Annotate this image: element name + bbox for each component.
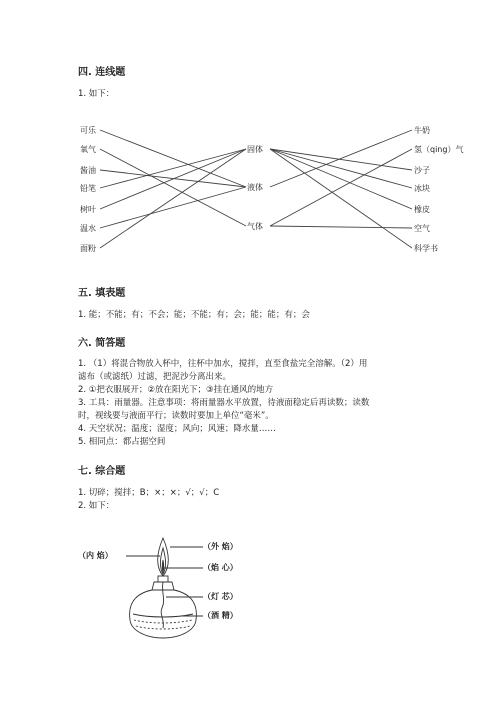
right-word: 氢（qing）气 [414,145,464,154]
match-line [270,149,412,209]
section-7-line-1: 1. 切碎；搅拌；B；×；×；√；√；C [78,488,220,498]
section-5-line: 1. 能；不能；有；不会；能；不能；有；会；能；能；有；会 [78,310,310,320]
answer-line: 1. （1）将混合物放入杯中，往杯中加水，搅拌，直至食盐完全溶解。（2）用 [78,359,368,369]
mid-word: 固体 [247,145,263,154]
section-6-title: 六. 简答题 [78,338,126,349]
label-inner-flame: （内 焰） [78,551,113,560]
answer-line: 2. ①把衣服展开；②放在阳光下；③挂在通风的地方 [78,385,274,395]
answer-line: 时，视线要与液面平行；读数时要加上单位“毫米”。 [78,411,274,421]
left-word: 树叶 [80,205,96,214]
mid-word: 气体 [247,222,263,231]
wick [161,582,163,628]
answer-line: 4. 天空状况；温度；湿度；风向；风速；降水量…… [78,424,276,434]
match-line [270,149,412,248]
match-line [270,149,412,170]
label-outer-flame: （外 焰） [203,542,238,551]
wick-holder [158,576,168,582]
section-7-title: 七. 综合题 [78,466,126,477]
left-word: 温水 [80,224,96,233]
section-4-title: 四. 连线题 [78,67,126,78]
match-line [100,149,246,248]
answer-line: 3. 工具：雨量器。注意事项：将雨量器水平放置，待液面稳定后再读数；读数 [78,398,370,408]
answer-line: 5. 相同点：都占据空间 [78,437,166,447]
section-4-item: 1. 如下： [78,89,115,99]
match-line [100,149,246,209]
answer-line: 滤布（或滤纸）过滤，把泥沙分离出来。 [78,372,232,382]
flame-core [162,560,164,572]
alcohol-level [133,614,193,617]
match-line [270,149,412,226]
right-word: 沙子 [414,166,430,175]
section-7-line-2: 2. 如下： [78,501,115,511]
match-line [100,149,246,188]
left-word: 可乐 [80,126,96,135]
left-word: 氧气 [80,145,96,154]
right-word: 空气 [414,224,430,233]
label-alcohol: （酒 精） [203,611,238,620]
match-line [270,226,412,228]
left-word: 酱油 [80,166,96,175]
section-5-title: 五. 填表题 [78,288,126,299]
match-line [270,130,412,187]
match-line [270,149,412,188]
alcohol-lamp-diagram [126,538,203,638]
match-line [100,187,246,228]
right-word: 牛奶 [414,126,430,135]
match-line [100,149,246,226]
right-word: 冰块 [414,184,430,193]
right-word: 科学书 [414,244,438,253]
right-word: 橡皮 [414,205,430,214]
label-wick: （灯 芯） [203,592,238,601]
mid-word: 液体 [247,183,263,192]
left-word: 铅笔 [80,184,96,193]
left-word: 面粉 [80,244,96,253]
label-flame-core: （焰 心） [203,563,238,572]
